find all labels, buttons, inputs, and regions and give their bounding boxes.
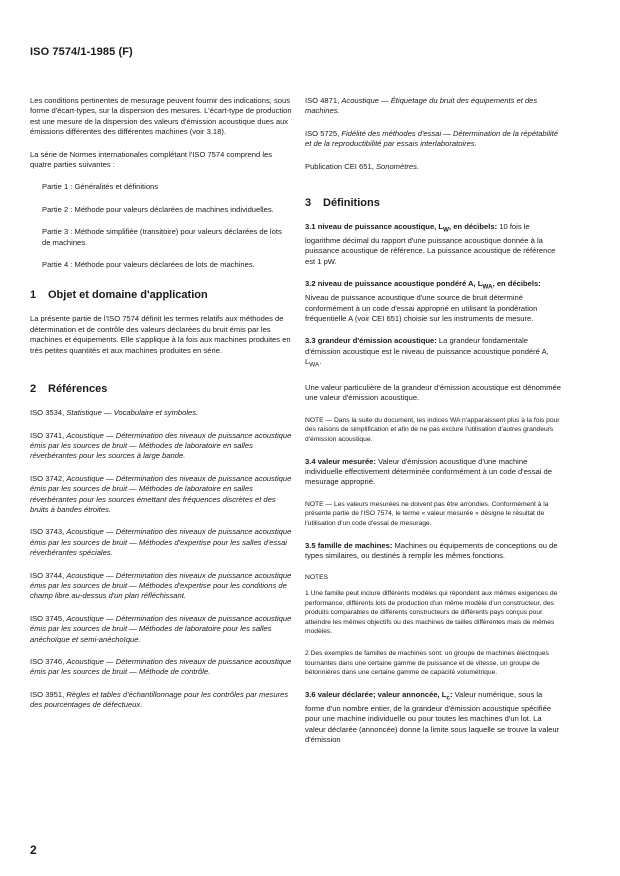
note: 1 Une famille peut inclure différents modèles qui répondent aux mêmes exigences de performance, différents lots de production d'un même modèle d'un constructeur, des produits comparables de différents constructeurs de différents pays conçus pour atteindre les mêmes objectifs ou des machines de tailles différentes mais de mêmes modèles. bbox=[305, 590, 558, 636]
part-item: Partie 3 : Méthode simplifiée (transitoire) pour valeurs déclarées de lots de machines. bbox=[42, 227, 282, 247]
right-column bbox=[305, 96, 563, 757]
definition-3-6: 3.6 valeur déclarée; valeur annoncée, $L_c$: Valeur numérique, sous la forme d'un nombre entier, de la grandeur d'émission acoustique spécifiée pour une machine individuelle ou pour toutes les machines d'un lot. La valeur déclarée (annoncée) donne la limite sous laquelle se trouve la valeur d'émission bbox=[305, 689, 560, 744]
intro-paragraph: Les conditions pertinentes de mesurage peuvent fournir des indications, sous forme d'écart-types, sur la dispersion des mesures. L'écart-type de production est une mesure de la dispersion des valeurs d'émission acoustique dues aux émissions différentes des différentes machines (voir 3.18). bbox=[30, 96, 292, 137]
section-heading-2: 2 Références bbox=[30, 383, 108, 396]
reference-item: ISO 3951, Règles et tables d'échantillonnage pour les contrôles par mesures des pourcentages de défectueux. bbox=[30, 689, 289, 710]
reference-item: ISO 3742, Acoustique — Détermination des niveaux de puissance acoustique émis par les sources de bruit — Méthodes de laboratoire en salles réverbérantes pour les sources émettant des fréquences discrètes et des bruits à bandes étroites. bbox=[30, 473, 292, 514]
definition-3-4: 3.4 valeur mesurée: Valeur d'émission acoustique d'une machine individuelle effectivement déterminée conformément à un code d'essai de mesurage approprié. bbox=[305, 456, 552, 487]
reference-item: ISO 4871, Acoustique — Étiquetage du bruit des équipements et des machines. bbox=[305, 96, 538, 116]
definition-3-1: 3.1 niveau de puissance acoustique, $L_W$, en décibels: 10 fois le logarithme décimal du rapport d'une puissance acoustique donnée à la puissance acoustique de référence. La puissance acoustique de référence est 1 pW. bbox=[305, 222, 556, 266]
part-item: Partie 4 : Méthode pour valeurs déclarées de lots de machines. bbox=[42, 260, 255, 270]
note: 2 Des exemples de familles de machines sont: un groupe de machines électriques tournantes dans une certaine gamme de puissance et de vitesse, un groupe de bétonnières dans une certaine gamme de capacité volumétrique. bbox=[305, 650, 549, 677]
reference-item: ISO 3746, Acoustique — Détermination des niveaux de puissance acoustique émis par les sources de bruit — Méthode de contrôle. bbox=[30, 657, 292, 677]
definition-3-2: 3.2 niveau de puissance acoustique pondéré A, $L_{WA}$, en décibels: Niveau de puissance acoustique d'une source de bruit déterminé conformément à un code d'essai approprié en utilisant la pondération fréquentielle A (voir CEI 651) choisie sur les instruments de mesure. bbox=[305, 279, 541, 323]
note: NOTE — Dans la suite du document, les indices WA n'apparaissent plus à la fois pour des raisons de simplification et afin de ne pas exclure l'utilisation d'autres grandeurs d'émission acoustique. bbox=[305, 416, 560, 444]
reference-item: ISO 5725, Fidélité des méthodes d'essai — Détermination de la répétabilité et de la reproductibilité par essais interlaboratoires. bbox=[305, 128, 559, 149]
section-heading-3: 3 Définitions bbox=[305, 197, 380, 210]
reference-item: ISO 3744, Acoustique — Détermination des niveaux de puissance acoustique émis par les sources de bruit — Méthodes d'expertise pour les conditions de champ libre au-dessus d'un plan réfléchissant. bbox=[30, 570, 292, 601]
definition-3-3-paragraph: Une valeur particulière de la grandeur d'émission acoustique est dénommée une valeur d'émission acoustique. bbox=[305, 383, 561, 403]
definition-3-5: 3.5 famille de machines: Machines ou équipements de conceptions ou de types similaires, ou destinés à remplir les mêmes fonctions. bbox=[305, 540, 558, 561]
section-heading-1: 1 Objet et domaine d'application bbox=[30, 289, 208, 302]
reference-item: ISO 3741, Acoustique — Détermination des niveaux de puissance acoustique émis par les sources de bruit — Méthodes de laboratoire en salles réverbérantes pour les sources à large bande. bbox=[30, 430, 292, 461]
intro-parts-paragraph: La série de Normes internationales complétant l'ISO 7574 comprend les quatre parties suivantes : bbox=[30, 149, 273, 170]
definition-3-3: 3.3 grandeur d'émission acoustique: La grandeur fondamentale d'émission acoustique est le niveau de puissance acoustique pondéré A, $L_{WA}$. bbox=[305, 336, 549, 369]
reference-item: Publication CEI 651, Sonomètres. bbox=[305, 161, 419, 171]
left-column bbox=[30, 96, 292, 723]
reference-item: ISO 3743, Acoustique — Détermination des niveaux de puissance acoustique émis par les sources de bruit — Méthodes d'expertise pour les salles d'essai réverbérantes spéciales. bbox=[30, 527, 292, 558]
page-number: 2 bbox=[30, 843, 37, 857]
document-header: ISO 7574/1-1985 (F) bbox=[30, 46, 133, 58]
part-item: Partie 1 : Généralités et définitions bbox=[42, 182, 159, 192]
scope-paragraph: La présente partie de l'ISO 7574 définit les termes relatifs aux méthodes de détermination et de contrôle des valeurs déclarées du bruit émis par les machines et équipements. Elle s'applique à la fois aux machines produites en très petites quantités et aux machines produites en série. bbox=[30, 314, 291, 355]
part-item: Partie 2 : Méthode pour valeurs déclarées de machines individuelles. bbox=[42, 204, 274, 214]
reference-item: ISO 3745, Acoustique — Détermination des niveaux de puissance acoustique émis par les sources de bruit — Méthodes de laboratoire pour les salles anéchoïque et semi-anéchoïque. bbox=[30, 613, 292, 644]
reference-item: ISO 3534, Statistique — Vocabulaire et symboles. bbox=[30, 408, 199, 418]
notes-label: NOTES bbox=[305, 574, 329, 582]
note: NOTE — Les valeurs mesurées ne doivent pas être arrondies. Conformément à la présente partie de l'ISO 7574, le terme « valeur mesurée » désigne le résultat de l'utilisation d'un code d'essai de mesurage. bbox=[305, 500, 549, 528]
